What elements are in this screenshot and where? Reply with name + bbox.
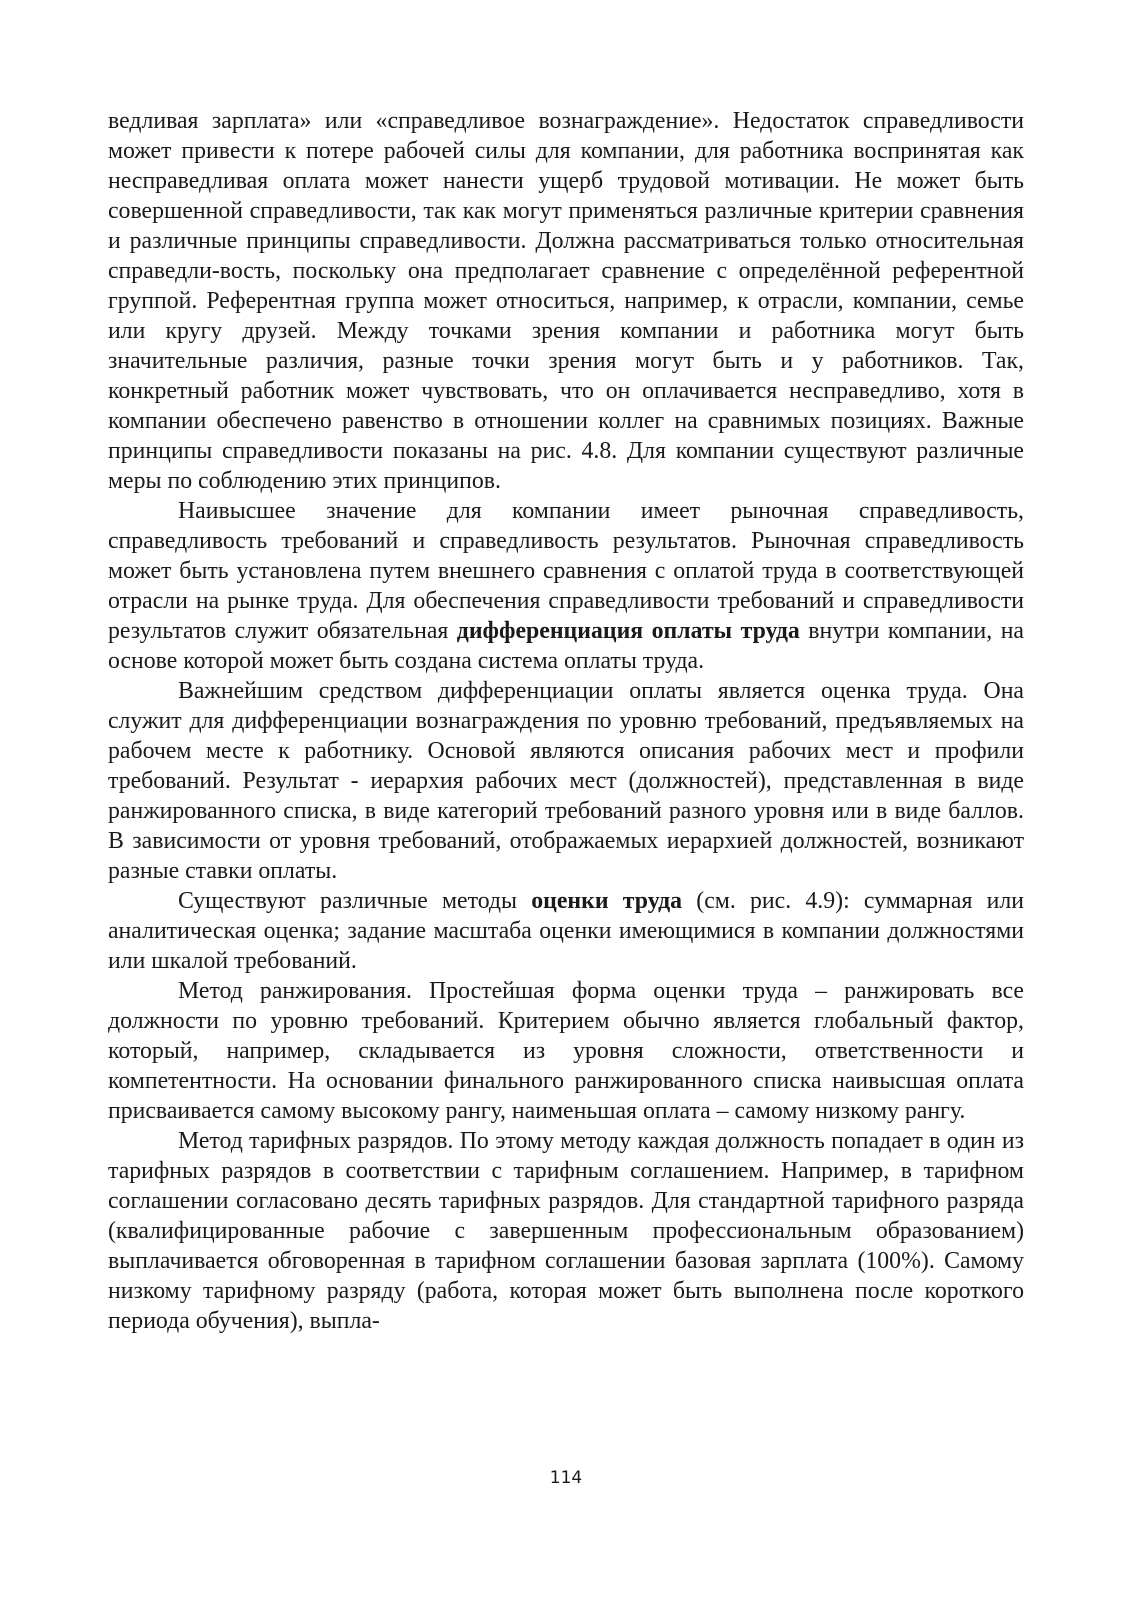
paragraph-5-text: Метод ранжирования. Простейшая форма оценки труда – ранжировать все должности по уровню требований. Критерием обычно является глобальный фактор, который, например, складывается из уровня сложности, ответственности и компетентности. На основании финального ранжированного списка наивысшая оплата присваивается самому высокому рангу, наименьшая оплата – самому низкому рангу. [108,978,1024,1124]
paragraph-3-text: Важнейшим средством дифференциации оплаты является оценка труда. Она служит для дифференциации вознаграждения по уровню требований, предъявляемых на рабочем месте к работнику. Основой являются описания рабочих мест и профили требований. Результат - иерархия рабочих мест (должностей), представленная в виде ранжированного списка, в виде категорий требований разного уровня или в виде баллов. В зависимости от уровня требований, отображаемых иерархией должностей, возникают разные ставки оплаты. [108,678,1024,884]
paragraph-6-text: Метод тарифных разрядов. По этому методу каждая должность попадает в один из тарифных разрядов в соответствии с тарифным соглашением. Например, в тарифном соглашении согласовано десять тарифных разрядов. Для стандартной тарифного разряда (квалифицированные рабочие с завершенным профессиональным образованием) выплачивается обговоренная в тарифном соглашении базовая зарплата (100%). Самому низкому тарифному разряду (работа, которая может быть выполнена после короткого периода обучения), выпла- [108,1128,1024,1334]
paragraph-1 [108,106,1024,496]
page-body [108,106,1024,1336]
paragraph-4 [108,886,1024,976]
page-number: 114 [549,1468,583,1488]
paragraph-1-text: ведливая зарплата» или «справедливое вознаграждение». Недостаток справедливости может привести к потере рабочей силы для компании, для работника воспринятая как несправедливая оплата может нанести ущерб трудовой мотивации. Не может быть совершенной справедливости, так как могут применяться различные критерии сравнения и различные принципы справедливости. Должна рассматриваться только относительная справедли-вость, поскольку она предполагает сравнение с определённой референтной группой. Референтная группа может относиться, например, к отрасли, компании, семье или кругу друзей. Между точками зрения компании и работника могут быть значительные различия, разные точки зрения могут быть и у работников. Так, конкретный работник может чувствовать, что он оплачивается несправедливо, хотя в компании обеспечено равенство в отношении коллег на сравнимых позициях. Важные принципы справедливости показаны на рис. 4.8. Для компании существуют различные меры по соблюдению этих принципов. [108,108,1024,494]
paragraph-3 [108,676,1024,886]
paragraph-2-text-b: внутри компании, на основе которой может быть создана система оплаты труда. [108,618,1024,674]
paragraph-2 [108,496,1024,676]
paragraph-2-text-a: Наивысшее значение для компании имеет рыночная справедливость, справедливость требований и справедливость результатов. Рыночная справедливость может быть установлена путем внешнего сравнения с оплатой труда в соответствующей отрасли на рынке труда. Для обеспечения справедливости требований и справедливости результатов служит обязательная [108,498,1024,644]
paragraph-5 [108,976,1024,1126]
paragraph-4-text-b: (см. рис. 4.9): суммарная или аналитическая оценка; задание масштаба оценки имеющимися в компании должностями или шкалой требований. [108,888,1024,974]
paragraph-2-bold-term: дифференциация оплаты труда [456,618,800,644]
paragraph-4-text-a: Существуют различные методы [178,888,532,914]
paragraph-4-bold-term: оценки труда [531,888,683,914]
paragraph-6 [108,1126,1024,1336]
